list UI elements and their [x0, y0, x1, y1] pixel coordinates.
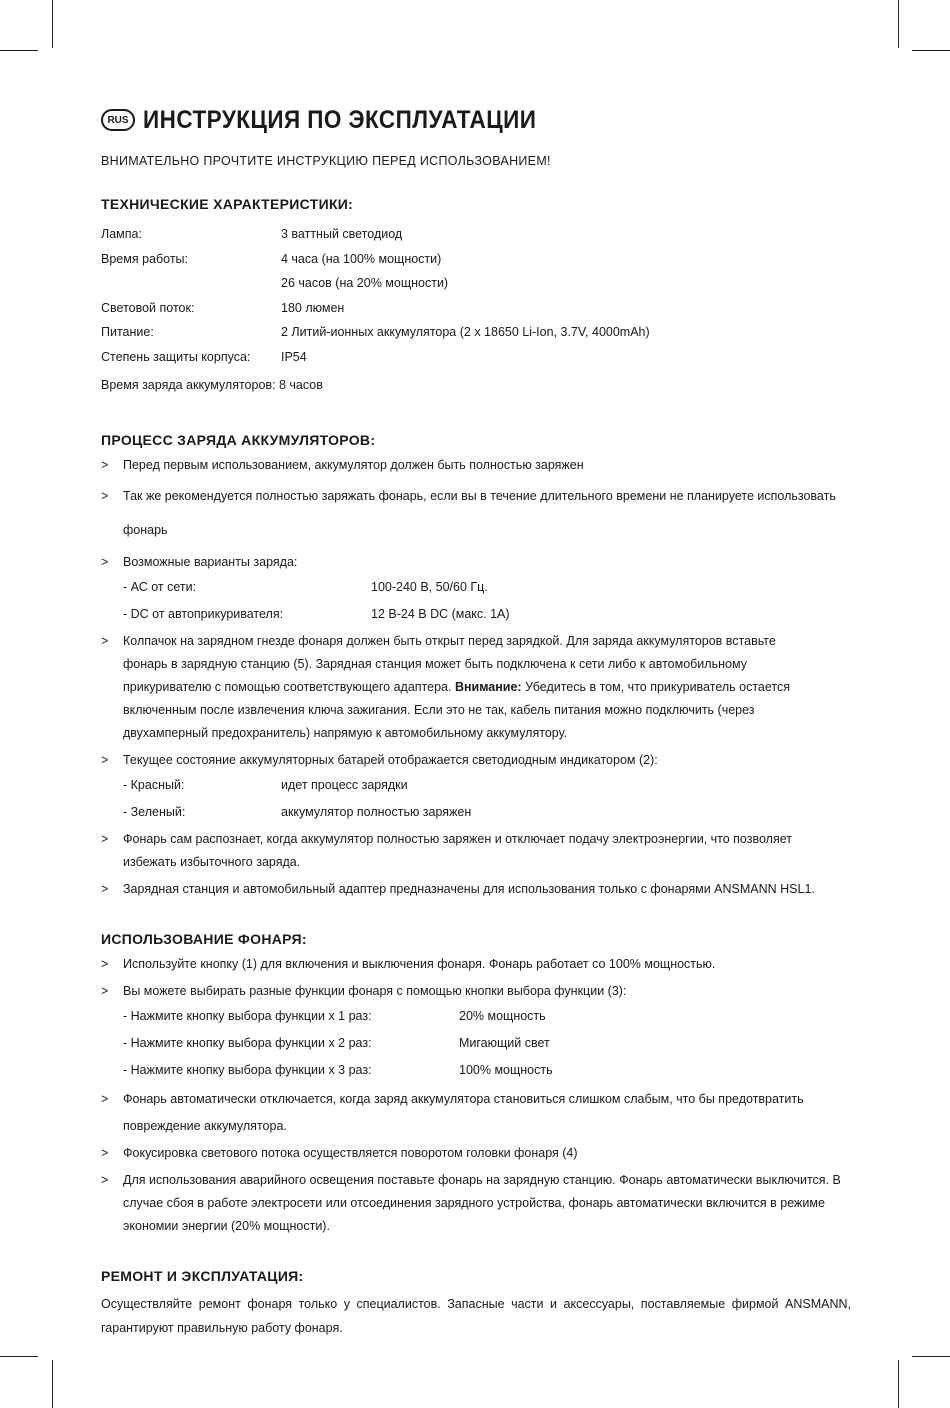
indicator-red: - Красный: идет процесс зарядки: [123, 778, 408, 792]
list-item: > Колпачок на зарядном гнезде фонаря должен быть открыт перед зарядкой. Для заряда аккумуляторов вставьте фонарь в зарядную станцию (5). Зарядная станция может быть подключена к сети либо к автомобильному прикуривателю с помощью соответствующего адаптера. Внимание: Убедитесь в том, что прикуриватель остается включенным после извлечения ключа зажигания. Если это не так, кабель питания можно подключить (через двухамперный предохранитель) напрямую к автомобильному аккумулятору.: [101, 630, 851, 745]
bullet-marker: >: [101, 488, 109, 503]
spec-row-lamp: [101, 222, 851, 247]
spec-row-power: [101, 320, 851, 345]
list-item: > Зарядная станция и автомобильный адаптер предназначены для использования только с фонарями ANSMANN HSL1.: [101, 878, 851, 901]
list-item: > Текущее состояние аккумуляторных батарей отображается светодиодным индикатором (2):: [101, 749, 851, 772]
spec-row-runtime: [101, 247, 851, 272]
function-3: - Нажмите кнопку выбора функции х 3 раз: 100% мощность: [123, 1063, 553, 1077]
bullet-marker: >: [101, 831, 109, 846]
function-2: - Нажмите кнопку выбора функции х 2 раз: Мигающий свет: [123, 1036, 550, 1050]
spec-label: Степень защиты корпуса:: [101, 349, 251, 364]
bullet-marker: >: [101, 983, 109, 998]
spec-label: Питание:: [101, 325, 154, 340]
spec-row-ip: [101, 345, 851, 370]
page-header: [101, 100, 851, 140]
list-item: > Вы можете выбирать разные функции фонаря с помощью кнопки выбора функции (3):: [101, 980, 851, 1003]
language-badge: RUS: [101, 109, 135, 131]
crop-mark: [912, 1356, 950, 1357]
charge-option-dc: - DC от автоприкуривателя: 12 В-24 В DC (макс. 1А): [123, 607, 510, 621]
crop-mark: [52, 0, 53, 48]
crop-mark: [898, 1360, 899, 1408]
bullet-marker: >: [101, 1145, 109, 1160]
list-item: > Для использования аварийного освещения поставьте фонарь на зарядную станцию. Фонарь автоматически выключится. В случае сбоя в работе электросети или отсоединения зарядного устройства, фонарь автоматически включится в режиме экономии энергии (20% мощности).: [101, 1169, 851, 1238]
crop-mark: [0, 1356, 38, 1357]
list-item: > Возможные варианты заряда:: [101, 551, 851, 574]
spec-row-flux: [101, 296, 851, 321]
spec-value: 180 люмен: [281, 300, 345, 315]
list-item: > Используйте кнопку (1) для включения и выключения фонаря. Фонарь работает со 100% мощностью.: [101, 953, 851, 976]
bullet-marker: >: [101, 956, 109, 971]
spec-value: 2 Литий-ионных аккумулятора (2 х 18650 Li-Ion, 3.7V, 4000mAh): [281, 325, 650, 340]
specs-table: [101, 222, 851, 398]
spec-value: 26 часов (на 20% мощности): [281, 276, 449, 291]
spec-value: Время заряда аккумуляторов: 8 часов: [101, 378, 323, 393]
spec-row-runtime-2: [101, 271, 851, 296]
spec-value: 3 ваттный светодиод: [281, 227, 403, 242]
charge-option-ac: - АС от сети: 100-240 В, 50/60 Гц.: [123, 580, 488, 594]
bullet-marker: >: [101, 1172, 109, 1187]
attention-label: Внимание:: [454, 679, 522, 694]
manual-page: [101, 100, 851, 1340]
crop-mark: [0, 50, 38, 51]
charging-heading: ПРОЦЕСС ЗАРЯДА АККУМУЛЯТОРОВ:: [101, 431, 376, 448]
charging-list: [101, 454, 851, 901]
bullet-marker: >: [101, 554, 109, 569]
spec-label: Время работы:: [101, 251, 188, 266]
usage-list: [101, 953, 851, 1238]
crop-mark: [898, 0, 899, 48]
repair-text: Осуществляйте ремонт фонаря только у специалистов. Запасные части и аксессуары, поставляемые фирмой ANSMANN, гарантируют правильную работу фонаря.: [101, 1296, 851, 1335]
page-title: ИНСТРУКЦИЯ ПО ЭКСПЛУАТАЦИИ: [143, 105, 537, 134]
crop-mark: [912, 50, 950, 51]
spec-row-charge-time: [101, 373, 851, 398]
spec-label: Лампа:: [101, 227, 142, 242]
bullet-marker: >: [101, 752, 109, 767]
indicator-green: - Зеленый: аккумулятор полностью заряжен: [123, 805, 472, 819]
bullet-marker: >: [101, 881, 109, 896]
list-item: > Фокусировка светового потока осуществляется поворотом головки фонаря (4): [101, 1142, 851, 1165]
list-item: > Перед первым использованием, аккумулятор должен быть полностью заряжен: [101, 454, 851, 477]
bullet-marker: >: [101, 1091, 109, 1106]
list-item: > Так же рекомендуется полностью заряжать фонарь, если вы в течение длительного времени не планируете использовать фонарь: [101, 479, 851, 547]
spec-value: 4 часа (на 100% мощности): [281, 251, 442, 266]
spec-value: IP54: [281, 349, 307, 364]
spec-label: Световой поток:: [101, 300, 195, 315]
bullet-marker: >: [101, 633, 109, 648]
bullet-marker: >: [101, 457, 109, 472]
usage-heading: ИСПОЛЬЗОВАНИЕ ФОНАРЯ:: [101, 930, 307, 947]
repair-heading: РЕМОНТ И ЭКСПЛУАТАЦИЯ:: [101, 1267, 304, 1284]
list-item: > Фонарь автоматически отключается, когда заряд аккумулятора становиться слишком слабым, что бы предотвратить повреждение аккумулятора.: [101, 1086, 851, 1140]
warning-note: ВНИМАТЕЛЬНО ПРОЧТИТЕ ИНСТРУКЦИЮ ПЕРЕД ИСПОЛЬЗОВАНИЕМ!: [101, 154, 551, 168]
list-item: > Фонарь сам распознает, когда аккумулятор полностью заряжен и отключает подачу электроэнергии, что позволяет избежать избыточного заряда.: [101, 828, 851, 874]
specs-heading: ТЕХНИЧЕСКИЕ ХАРАКТЕРИСТИКИ:: [101, 196, 354, 212]
function-1: - Нажмите кнопку выбора функции х 1 раз: 20% мощность: [123, 1009, 546, 1023]
crop-mark: [52, 1360, 53, 1408]
